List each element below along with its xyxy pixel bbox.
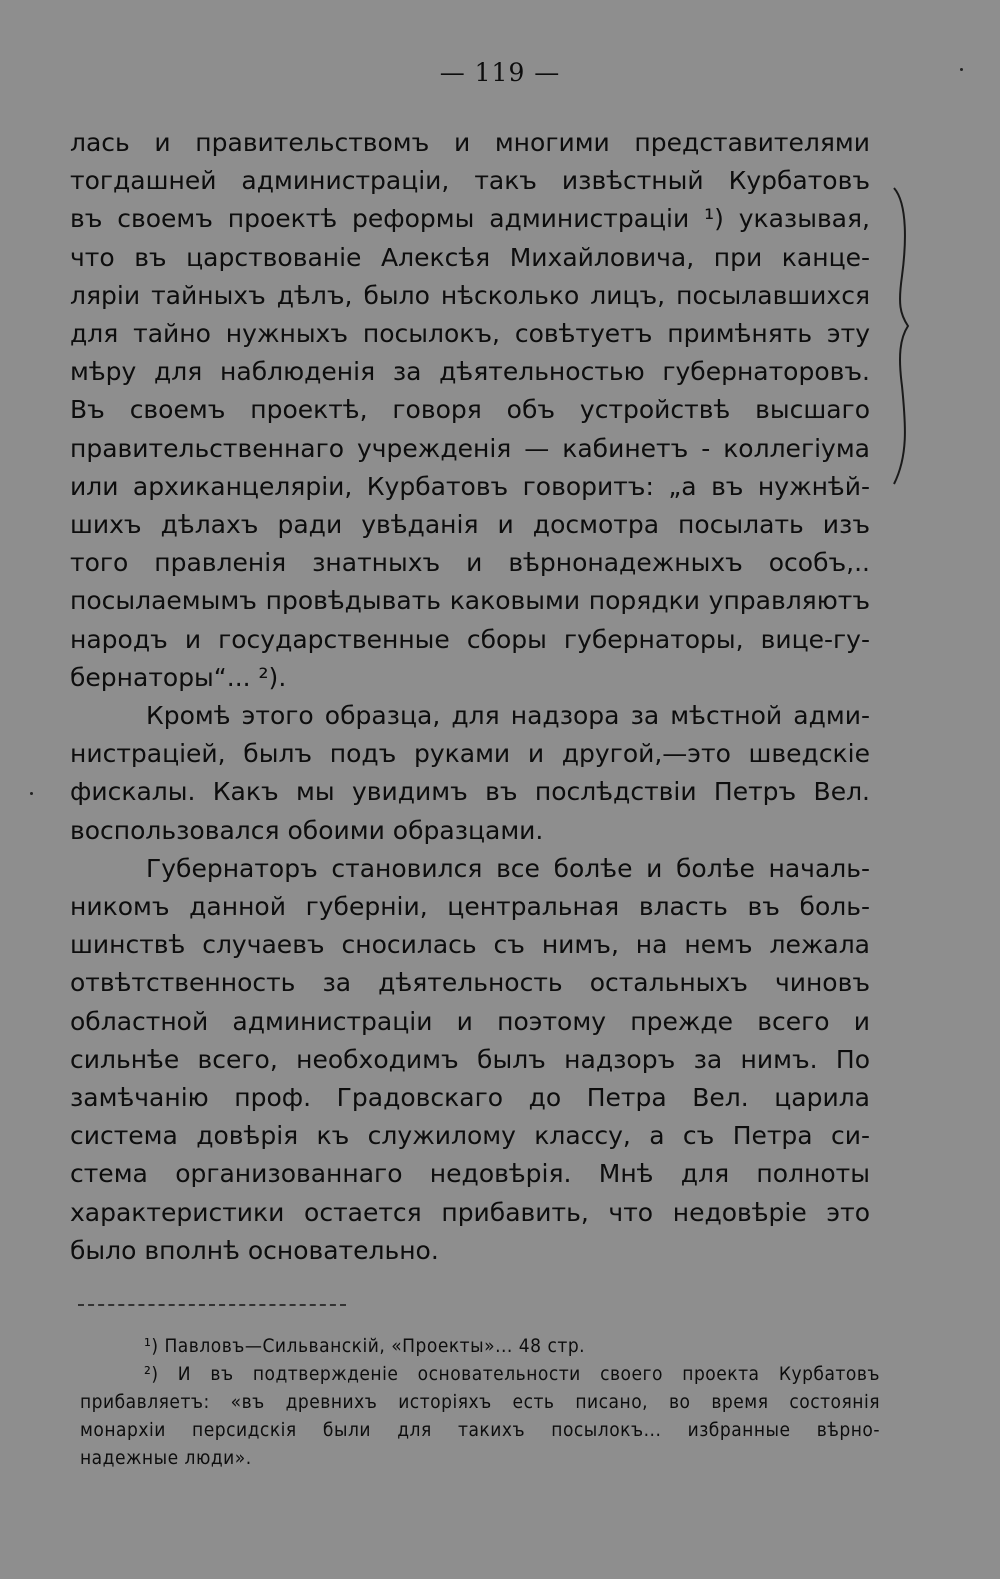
text-line: шинствѣ случаевъ сносилась съ нимъ, на немъ лежала <box>70 930 870 960</box>
text-line: отвѣтственность за дѣятельность остальныхъ чиновъ <box>70 968 870 998</box>
text-line: шихъ дѣлахъ ради увѣданія и досмотра посылать изъ <box>70 510 870 540</box>
text-line: характеристики остается прибавить, что недовѣріе это <box>70 1197 870 1227</box>
text-line: областной администраціи и поэтому прежде всего и <box>70 1006 870 1036</box>
text-line: стема организованнаго недовѣрія. Мнѣ для полноты <box>70 1159 870 1189</box>
text-line: посылаемымъ провѣдывать каковыми порядки управляютъ <box>70 586 870 616</box>
text-line: тогдашней администраціи, такъ извѣстный Курбатовъ <box>70 166 870 196</box>
text-line: правительственнаго учрежденія — кабинетъ - коллегіума <box>70 433 870 463</box>
text-line: что въ царствованіе Алексѣя Михайловича, при канце- <box>70 242 870 272</box>
text-line: ляріи тайныхъ дѣлъ, было нѣсколько лицъ, посылавшихся <box>70 280 870 310</box>
text-line: народъ и государственные сборы губернаторы, вице-гу- <box>70 624 870 654</box>
page-number: — 119 — <box>439 58 561 87</box>
margin-speck <box>30 792 33 795</box>
text-line: бернаторы“... ²). <box>70 662 287 692</box>
footnote-line: ¹) Павловъ—Сильванскій, «Проекты»... 48 стр. <box>144 1335 586 1357</box>
text-line: воспользовался обоими образцами. <box>70 815 544 845</box>
text-line: никомъ данной губерніи, центральная власть въ боль- <box>70 892 870 922</box>
footnote-line: монархіи персидскія были для такихъ посылокъ... избранные вѣрно- <box>80 1419 880 1441</box>
footnote-separator <box>78 1304 346 1306</box>
text-line: Кромѣ этого образца, для надзора за мѣстной адми- <box>146 701 870 731</box>
text-line: въ своемъ проектѣ реформы администраціи ¹) указывая, <box>70 204 870 234</box>
text-line: мѣру для наблюденія за дѣятельностью губернаторовъ. <box>70 357 870 387</box>
handwritten-bracket-mark <box>888 186 918 486</box>
text-line: было вполнѣ основательно. <box>70 1235 439 1265</box>
text-line: фискалы. Какъ мы увидимъ въ послѣдствіи Петръ Вел. <box>70 777 870 807</box>
text-line: сильнѣе всего, необходимъ былъ надзоръ за нимъ. По <box>70 1044 870 1074</box>
text-line: того правленія знатныхъ и вѣрнонадежныхъ особъ,.. <box>70 548 870 578</box>
footnote-line: ²) И въ подтвержденіе основательности своего проекта Курбатовъ <box>144 1363 880 1385</box>
text-line: система довѣрія къ служилому классу, а съ Петра си- <box>70 1121 870 1151</box>
footnote-line: прибавляетъ: «въ древнихъ исторіяхъ есть писано, во время состоянія <box>80 1391 880 1413</box>
footnotes <box>80 1332 880 1472</box>
text-line: лась и правительствомъ и многими представителями <box>70 128 870 157</box>
text-line: или архиканцеляріи, Курбатовъ говоритъ: „а въ нужнѣй- <box>70 471 870 501</box>
footnote-line: надежные люди». <box>80 1447 252 1469</box>
text-line: Въ своемъ проектѣ, говоря объ устройствѣ высшаго <box>70 395 870 425</box>
text-line: для тайно нужныхъ посылокъ, совѣтуетъ примѣнять эту <box>70 319 870 349</box>
main-text <box>70 124 870 1270</box>
text-line: Губернаторъ становился все болѣе и болѣе началь- <box>146 853 870 883</box>
text-line: замѣчанію проф. Градовскаго до Петра Вел. царила <box>70 1083 870 1113</box>
text-line: нистраціей, былъ подъ руками и другой,—это шведскіе <box>70 739 870 769</box>
